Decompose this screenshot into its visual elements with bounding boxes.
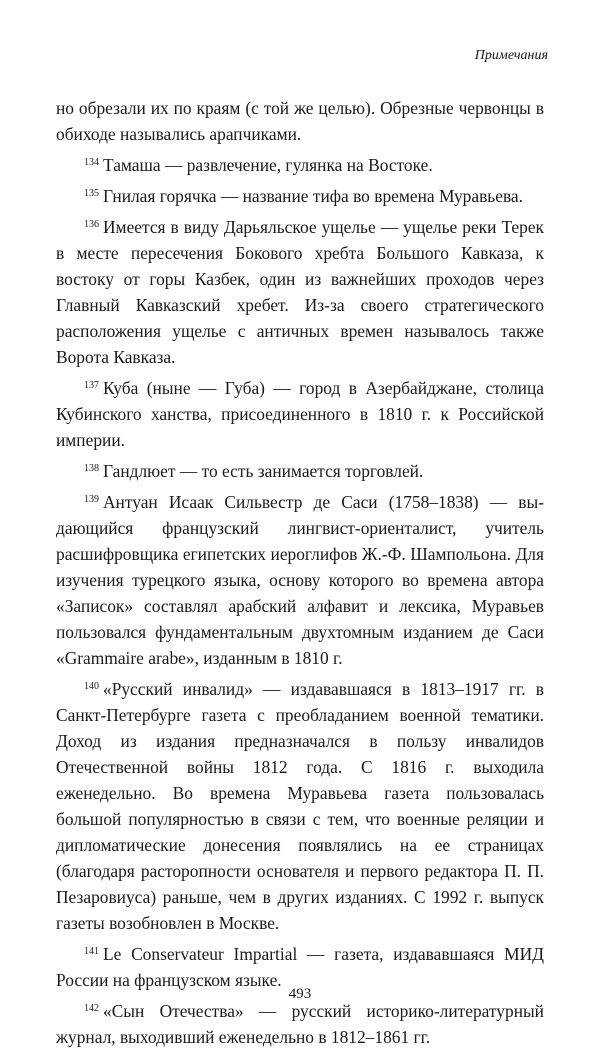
- note-text: Гнилая горячка — название тифа во времена Муравьева.: [103, 186, 523, 206]
- continuation-paragraph: но обрезали их по краям (с той же целью). Обрезные червонцы в обиходе назывались арапчиками.: [56, 98, 544, 144]
- note-135: [56, 183, 544, 209]
- page-number: 493: [288, 986, 312, 1002]
- note-text: Гандлюет — то есть занимается торговлей.: [103, 461, 424, 481]
- note-number: 135: [84, 188, 99, 199]
- note-text: Куба (ныне — Губа) — город в Азербайджане, столица Кубинского ханства, присоединенного в 1810 г. к Российской империи.: [56, 378, 544, 450]
- note-number: 139: [84, 494, 99, 505]
- note-number: 141: [84, 946, 99, 957]
- note-number: 140: [84, 681, 99, 692]
- note-140: [56, 676, 544, 936]
- note-137: [56, 375, 544, 453]
- note-136: [56, 214, 544, 370]
- note-142: [56, 998, 544, 1050]
- note-text: Тамаша — развлечение, гулянка на Востоке.: [103, 155, 433, 175]
- note-text: Le Conservateur Impartial — газета, издававшаяся МИД России на французском языке.: [56, 944, 544, 990]
- note-number: 138: [84, 463, 99, 474]
- note-139: [56, 489, 544, 671]
- note-text: Антуан Исаак Сильвестр де Саси (1758–1838) — выдающийся французский лингвист-ориенталист, учитель расшифровщика египетских иероглифов Ж.-Ф. Шампольона. Для изучения турецкого языка, основу которого во времена автора «Записок» составлял арабский алфавит и лексика, Муравьев пользовался фундаментальным двухтомным изданием де Саси «Grammaire arabe», изданным в 1810 г.: [56, 492, 544, 668]
- note-number: 134: [84, 157, 99, 168]
- note-138: [56, 458, 544, 484]
- note-number: 136: [84, 219, 99, 230]
- note-number: 137: [84, 380, 99, 391]
- note-text: Имеется в виду Дарьяльское ущелье — ущелье реки Терек в месте пересечения Бокового хребта Большого Кавказа, к востоку от горы Казбек, один из важнейших проходов через Главный Кавказский хребет. Из-за своего стратегического расположения ущелье с античных времен называлось также Ворота Кавказа.: [56, 217, 544, 367]
- running-title: Примечания: [474, 48, 548, 63]
- note-text: «Сын Отечества» — русский историко-литературный журнал, выходивший еженедельно в 1812–1861 гг.: [56, 1001, 544, 1047]
- note-134: [56, 152, 544, 178]
- note-number: 142: [84, 1003, 99, 1014]
- notes-body: [56, 95, 544, 1050]
- note-text: «Русский инвалид» — издававшаяся в 1813–1917 гг. в Санкт-Петербурге газета с преобладанием военной тематики. Доход из издания предназначался в пользу инвалидов Отечественной войны 1812 года. С 1816 г. выходила еженедельно. Во времена Муравьева газета пользовалась большой популярностью в связи с тем, что военные реляции и дипломатические донесения появлялись на ее страницах (благодаря расторопности основателя и первого редактора П. П. Пезаровиуса) раньше, чем в других изданиях. С 1992 г. выпуск газеты возобновлен в Москве.: [56, 679, 544, 933]
